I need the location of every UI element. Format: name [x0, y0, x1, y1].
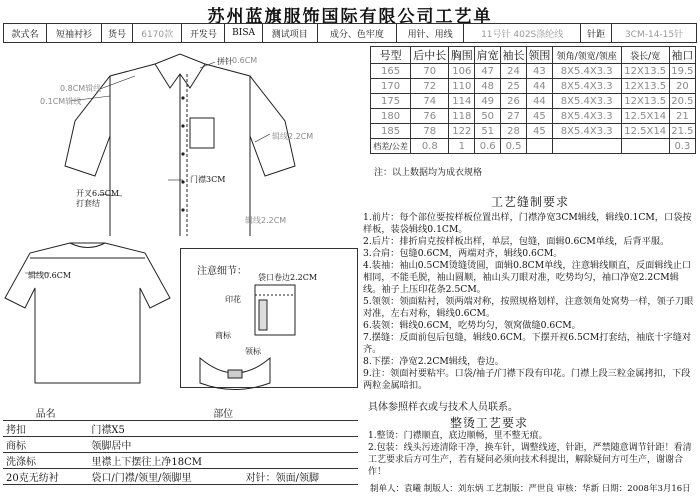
label-shoulder-edge: 0.1CM辑线 — [40, 97, 82, 106]
parts-row — [3, 421, 358, 437]
size-cell: 49 — [475, 94, 501, 109]
page-title: 苏州蓝旗服饰国际有限公司工艺单 — [207, 7, 493, 27]
parts-header-position: 部位 — [88, 405, 358, 421]
label-vent: 开叉6.5CM — [76, 189, 120, 198]
requirement-item: 4.装袖：袖山0.5CM烫缝烫圆，面辑0.8CM单线，注意辑线顺直，反面辑线止口相同，不能毛脱，袖山圆顺，袖山头刀眼对准，吃势均匀，袖口净宽2.2CM辑线。袖子上压印花条2.5CM。 — [363, 260, 692, 295]
size-cell: 19.5 — [671, 65, 694, 77]
size-cell: 43 — [526, 64, 552, 79]
requirement-item: 2.后片：排折肩克按样板出样，单层，包缝，面辑0.6CM单线，后背平服。 — [363, 236, 670, 247]
parts-name: 20克无纺衬 — [3, 469, 88, 485]
size-cell: 44 — [526, 79, 552, 94]
parts-name: 拷扣 — [3, 421, 88, 437]
ref-value: BISA — [225, 24, 262, 43]
size-cell: 12.5X14 — [621, 109, 669, 124]
requirement-item: 9.注：领面衬要粘牢。口袋/袖子/门襟下段有印花。门襟上段三粒金属拷扣，下段两粒金属暗扣。 — [363, 368, 691, 391]
size-row — [371, 79, 696, 94]
size-cell: 118 — [449, 109, 475, 124]
size-cell: 0.3 — [669, 139, 695, 154]
size-cell: 1 — [449, 139, 475, 154]
size-cell: 8X5.4X3.3 — [552, 109, 621, 124]
size-cell: 20.5 — [671, 95, 694, 107]
size-cell: 28 — [501, 124, 527, 139]
size-cell: 45 — [526, 124, 552, 139]
size-cell: 165 — [371, 64, 411, 79]
press-item: 1.整烫：门襟顺直，底边顺畅，里不整无痕。 — [368, 431, 548, 441]
parts-name: 洗涤标 — [3, 453, 88, 469]
label-print: 印花 — [225, 295, 241, 304]
detail-title: 注意细节： — [197, 266, 247, 277]
stitch-value: 3CM-14-15针 — [612, 24, 697, 43]
parts-position: 门襟X5 — [88, 421, 358, 437]
label-tack: 打套结 — [76, 199, 100, 208]
contact-note: 具体参照样衣或与技术人员联系。 — [368, 402, 518, 413]
size-cell: 12.5X14 — [621, 124, 669, 139]
size-cell: 12X13.5 — [621, 79, 669, 94]
label-care: 领标 — [245, 347, 261, 356]
size-header-pocket: 袋长/宽 — [621, 47, 669, 64]
collar-detail-sketch — [195, 348, 275, 396]
size-header-size: 号型 — [371, 47, 411, 64]
label-hem: 辑线2.2CM — [245, 216, 287, 225]
stitch-label: 针距 — [581, 24, 612, 43]
label-placket: 门襟3CM — [190, 175, 226, 184]
parts-position-extra: 对针：领面/领脚 — [243, 469, 358, 485]
size-cell: 114 — [449, 94, 475, 109]
size-cell — [526, 139, 552, 154]
size-cell: 51 — [475, 124, 501, 139]
size-row-tolerance — [371, 139, 696, 154]
label-brand: 商标 — [215, 331, 231, 340]
size-cell: 8X5.4X3.3 — [552, 79, 621, 94]
size-header-collar: 领角/领宽/领座 — [552, 47, 621, 64]
size-cell: 12X13.5 — [621, 64, 669, 79]
size-cell — [621, 139, 669, 154]
size-cell: 21.5 — [671, 125, 694, 137]
requirement-item: 5.领领：领面粘衬，领两端对称，按照规格划样，注意领角处窝势一样，领子刀眼对准，左右对称，辑线0.6CM。 — [363, 296, 694, 319]
size-cell: 78 — [411, 124, 449, 139]
size-cell: 72 — [411, 79, 449, 94]
parts-position: 领脚居中 — [88, 437, 358, 453]
parts-position: 袋口/门襟/领里/领脚里 — [88, 469, 242, 485]
pocket-detail-sketch — [250, 280, 310, 340]
label-collar-edge: 0.8CM辑线 — [60, 84, 102, 93]
size-cell: 76 — [411, 109, 449, 124]
size-cell: 24 — [501, 64, 527, 79]
parts-name: 商标 — [3, 437, 88, 453]
style-value: 短袖衬衫 — [46, 24, 101, 43]
size-row — [371, 124, 696, 139]
size-header-sleeve: 袖长 — [501, 47, 527, 64]
item-value: 6170款 — [132, 24, 182, 43]
size-cell: 180 — [371, 109, 411, 124]
ref-label: 开发号 — [182, 24, 225, 43]
size-cell: 47 — [475, 64, 501, 79]
parts-row — [3, 437, 358, 453]
size-cell: 70 — [411, 64, 449, 79]
size-row — [371, 94, 696, 109]
size-cell: 27 — [501, 109, 527, 124]
requirements-section — [363, 196, 697, 392]
parts-row — [3, 469, 358, 485]
tolerance-label: 档差/公差 — [371, 139, 411, 154]
size-cell: 0.5 — [501, 139, 527, 154]
requirement-item: 3.合肩：包缝0.6CM，两端对齐，辑线0.6CM。 — [363, 248, 563, 259]
label-cuff-top: 0.6CM — [232, 56, 258, 65]
size-cell: 20 — [669, 79, 695, 94]
requirement-item: 7.摆缝：反面前包后包缝，辑线0.6CM。下摆开衩6.5CM打套结，袖底十字缝对齐。 — [363, 332, 692, 355]
label-collar-button: 拼针 — [217, 57, 233, 66]
parts-position: 里襟上下摆往上净18CM — [88, 453, 358, 469]
size-cell: 122 — [449, 124, 475, 139]
item-label: 货号 — [102, 24, 133, 43]
style-label: 款式名 — [4, 24, 47, 43]
label-sleeve-edge: 辑线2.2CM — [272, 132, 314, 141]
back-shirt-sketch — [0, 238, 180, 398]
requirements-title: 工艺缝制要求 — [490, 195, 569, 209]
size-header-neck: 领围 — [526, 47, 552, 64]
size-cell: 50 — [475, 109, 501, 124]
parts-table — [3, 405, 358, 485]
size-header-chest: 胸围 — [449, 47, 475, 64]
requirement-item: 6.装领：辑线0.6CM，吃势均匀，领窝做缝0.6CM。 — [363, 320, 581, 331]
size-header-back: 后中长 — [411, 47, 449, 64]
size-cell: 0.6 — [475, 139, 501, 154]
size-cell: 45 — [526, 109, 552, 124]
size-cell: 110 — [449, 79, 475, 94]
header-table — [3, 23, 697, 43]
size-cell: 8X5.4X3.3 — [552, 124, 621, 139]
size-cell: 0.8 — [411, 139, 449, 154]
size-cell: 48 — [475, 79, 501, 94]
label-pocket-top: 袋口卷边2.2CM — [258, 273, 318, 282]
press-item: 2.包装：线头污迹清除干净，换车针，调整线迹，针距，严禁随意调节针距！看清工艺要求后方可生产，若有疑问必须向技术科提出，解除疑问方可生产，谢谢合作！ — [368, 443, 692, 477]
size-cell: 8X5.4X3.3 — [552, 64, 621, 79]
parts-row — [3, 453, 358, 469]
size-cell: 74 — [411, 94, 449, 109]
size-cell: 12X13.5 — [621, 94, 669, 109]
size-cell: 44 — [526, 94, 552, 109]
size-cell: 25 — [501, 79, 527, 94]
press-title: 整烫工艺要求 — [450, 416, 529, 430]
size-cell — [552, 139, 621, 154]
size-cell: 26 — [501, 94, 527, 109]
requirement-item: 8.下摆：净宽2.2CM辑线，卷边。 — [363, 356, 504, 367]
size-table — [370, 46, 696, 154]
size-cell: 185 — [371, 124, 411, 139]
size-row — [371, 109, 696, 124]
label-back-seam: 辑线0.6CM — [28, 271, 72, 280]
size-header-shoulder: 肩宽 — [475, 47, 501, 64]
thread-value: 11号针 402S涤纶线 — [464, 24, 581, 43]
size-row — [371, 64, 696, 79]
size-cell: 8X5.4X3.3 — [552, 94, 621, 109]
test-value: 成分、色牢度 — [317, 24, 396, 43]
footer: 制单人：袁曦 制版人：刘东炳 工艺制版：严世良 审核：华新 日期：2008年3月16日 — [370, 484, 691, 494]
size-cell: 170 — [371, 79, 411, 94]
parts-header-name: 品名 — [3, 405, 88, 421]
requirement-item: 1.前片：每个部位要按样板位置出样，门襟净宽3CM辑线，辑线0.1CM，口袋按样板，装袋辑线0.1CM。 — [363, 212, 692, 235]
thread-label: 用针、用线 — [397, 24, 464, 43]
size-cell: 106 — [449, 64, 475, 79]
test-label: 测试项目 — [262, 24, 317, 43]
size-note: 注：以上数据均为成衣规格 — [374, 168, 483, 178]
size-cell: 21 — [669, 109, 695, 124]
press-section — [368, 430, 696, 478]
size-header-cuff: 袖口 — [669, 47, 695, 64]
size-cell: 175 — [371, 94, 411, 109]
